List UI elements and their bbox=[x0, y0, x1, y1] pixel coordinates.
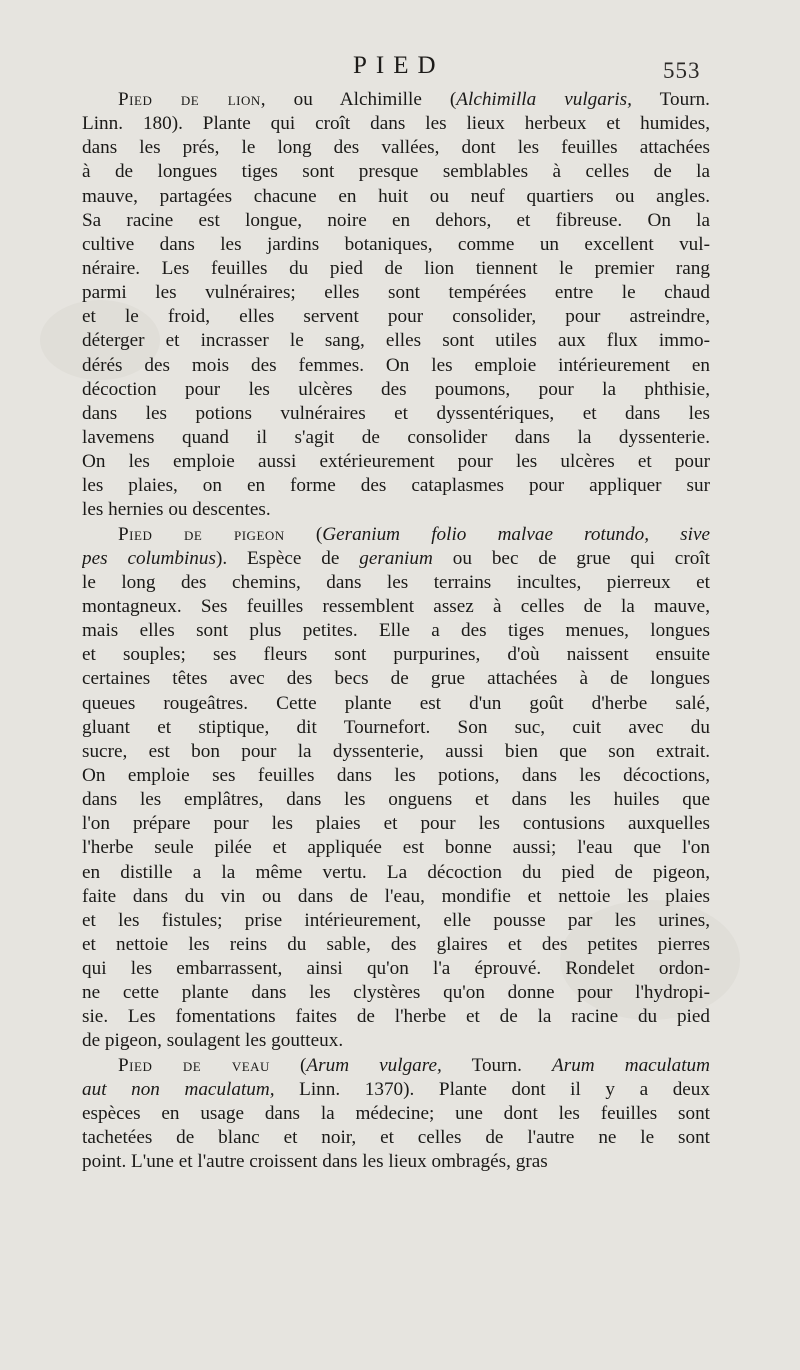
text-line bbox=[82, 160, 710, 184]
text-run: montagneux. Ses feuilles ressemblent assez à celles de la mauve, bbox=[82, 595, 710, 617]
text-run: dérés des mois des femmes. On les emploie intérieurement en bbox=[82, 354, 710, 376]
text-line bbox=[82, 498, 710, 522]
text-run: dans les potions vulnéraires et dyssentériques, et dans les bbox=[82, 402, 710, 424]
text-line bbox=[82, 1005, 710, 1029]
text-run: On emploie ses feuilles dans les potions, dans les décoctions, bbox=[82, 764, 710, 786]
text-run: gluant et stiptique, dit Tournefort. Son suc, cuit avec du bbox=[82, 716, 710, 738]
text-line bbox=[82, 716, 710, 740]
text-line bbox=[82, 112, 710, 136]
text-run: mais elles sont plus petites. Elle a des tiges menues, longues bbox=[82, 620, 710, 642]
text-run: Linn. 1370). Plante dont il y a deux bbox=[274, 1078, 710, 1100]
text-run: décoction pour les ulcères des poumons, pour la phthisie, bbox=[82, 378, 710, 400]
entry-first-line bbox=[82, 523, 710, 547]
text-line bbox=[82, 981, 710, 1005]
text-run: , ou Alchimille ( bbox=[260, 89, 457, 110]
text-run: queues rougeâtres. Cette plante est d'un goût d'herbe salé, bbox=[82, 692, 710, 714]
text-run: certaines têtes avec des becs de grue attachées à de longues bbox=[82, 668, 710, 690]
text-line bbox=[82, 281, 710, 305]
page-header bbox=[0, 52, 800, 88]
text-run: à de longues tiges sont presque semblables à celles de la bbox=[82, 161, 710, 183]
text-line bbox=[82, 305, 710, 329]
text-run: faite dans du vin ou dans de l'eau, mondifie et nettoie les plaies bbox=[82, 885, 710, 907]
text-run: néraire. Les feuilles du pied de lion tiennent le premier rang bbox=[82, 257, 710, 279]
text-run: dans les prés, le long des vallées, dont les feuilles attachées bbox=[82, 137, 710, 159]
dictionary-entry bbox=[82, 88, 710, 523]
latin-name: pes columbinus bbox=[82, 547, 216, 569]
text-run: mauve, partagées chacune en huit ou neuf quartiers ou angles. bbox=[82, 185, 710, 207]
text-run: Tourn. bbox=[631, 89, 710, 110]
text-run: cultive dans les jardins botaniques, comme un excellent vul- bbox=[82, 233, 710, 255]
latin-name: Alchimilla vulgaris, bbox=[456, 89, 632, 110]
dictionary-entry bbox=[82, 1054, 710, 1175]
text-run: et les fistules; prise intérieurement, elle pousse par les urines, bbox=[82, 909, 710, 931]
text-line bbox=[82, 136, 710, 160]
text-run: et nettoie les reins du sable, des glaires et des petites pierres bbox=[82, 933, 710, 955]
text-run: qui les embarrassent, ainsi qu'on l'a éprouvé. Rondelet ordon- bbox=[82, 958, 710, 980]
text-line bbox=[82, 692, 710, 716]
running-head: PIED bbox=[353, 52, 445, 79]
text-run: déterger et incrasser le sang, elles sont utiles aux flux immo- bbox=[82, 330, 710, 352]
text-run: en distille a la même vertu. La décoction du pied de pigeon, bbox=[82, 861, 710, 883]
text-run: ). Espèce de bbox=[215, 547, 360, 569]
latin-name: aut non maculatum, bbox=[82, 1078, 275, 1100]
text-line bbox=[82, 257, 710, 281]
page-number: 553 bbox=[663, 58, 701, 83]
text-line bbox=[82, 812, 710, 836]
text-run: dans les emplâtres, dans les onguens et dans les huiles que bbox=[82, 789, 710, 811]
text-run: et le froid, elles servent pour consolider, pour astreindre, bbox=[82, 306, 710, 328]
text-line bbox=[82, 595, 710, 619]
text-line bbox=[82, 643, 710, 667]
text-line bbox=[82, 836, 710, 860]
text-run: Tourn. bbox=[441, 1054, 553, 1076]
entry-first-line bbox=[82, 1054, 710, 1078]
latin-name: Geranium folio malvae rotundo, sive bbox=[322, 523, 710, 545]
text-run: ( bbox=[284, 523, 323, 545]
text-line bbox=[82, 233, 710, 257]
text-line bbox=[82, 1078, 710, 1102]
text-line bbox=[82, 1126, 710, 1150]
text-line bbox=[82, 1150, 710, 1174]
text-line bbox=[82, 957, 710, 981]
text-run: Sa racine est longue, noire en dehors, et fibreuse. On la bbox=[82, 209, 710, 231]
text-run: On les emploie aussi extérieurement pour les ulcères et pour bbox=[82, 451, 710, 473]
text-line bbox=[82, 426, 710, 450]
text-run: lavemens quand il s'agit de consolider dans la dyssenterie. bbox=[82, 426, 710, 448]
text-run: ou bec de grue qui croît bbox=[432, 547, 710, 569]
latin-name: geranium bbox=[359, 547, 433, 569]
text-line bbox=[82, 909, 710, 933]
text-line bbox=[82, 619, 710, 643]
entry-headword: Pied de pigeon bbox=[118, 523, 285, 545]
latin-name: Arum maculatum bbox=[552, 1054, 710, 1076]
text-line bbox=[82, 474, 710, 498]
text-line bbox=[82, 329, 710, 353]
text-run: de pigeon, soulagent les goutteux. bbox=[82, 1030, 344, 1052]
text-line bbox=[82, 788, 710, 812]
text-line bbox=[82, 402, 710, 426]
text-line bbox=[82, 740, 710, 764]
text-line bbox=[82, 185, 710, 209]
text-line bbox=[82, 667, 710, 691]
text-run: point. L'une et l'autre croissent dans les lieux ombragés, gras bbox=[82, 1151, 548, 1173]
text-line bbox=[82, 209, 710, 233]
latin-name: Arum vulgare, bbox=[306, 1054, 442, 1076]
text-line bbox=[82, 885, 710, 909]
text-run: l'herbe seule pilée et appliquée est bonne aussi; l'eau que l'on bbox=[82, 837, 710, 859]
text-line bbox=[82, 571, 710, 595]
text-run: les plaies, on en forme des cataplasmes pour appliquer sur bbox=[82, 475, 710, 497]
entry-first-line bbox=[82, 88, 710, 112]
text-run: sie. Les fomentations faites de l'herbe et de la racine du pied bbox=[82, 1006, 710, 1028]
text-run: le long des chemins, dans les terrains incultes, pierreux et bbox=[82, 571, 710, 593]
text-line bbox=[82, 933, 710, 957]
text-line bbox=[82, 1029, 710, 1053]
text-line bbox=[82, 764, 710, 788]
text-run: sucre, est bon pour la dyssenterie, aussi bien que son extrait. bbox=[82, 740, 710, 762]
text-run: parmi les vulnéraires; elles sont tempérées entre le chaud bbox=[82, 282, 710, 304]
text-run: ( bbox=[269, 1054, 307, 1076]
text-line bbox=[82, 378, 710, 402]
entry-headword: Pied de lion bbox=[118, 89, 261, 110]
text-run: l'on prépare pour les plaies et pour les contusions auxquelles bbox=[82, 813, 710, 835]
text-line bbox=[82, 547, 710, 571]
entry-headword: Pied de veau bbox=[118, 1054, 270, 1076]
dictionary-text bbox=[82, 88, 710, 1174]
text-run: espèces en usage dans la médecine; une dont les feuilles sont bbox=[82, 1102, 710, 1124]
text-run: et souples; ses fleurs sont purpurines, d'où naissent ensuite bbox=[82, 644, 710, 666]
text-run: ne cette plante dans les clystères qu'on donne pour l'hydropi- bbox=[82, 982, 710, 1004]
text-run: Linn. 180). Plante qui croît dans les lieux herbeux et humides, bbox=[82, 113, 710, 135]
text-line bbox=[82, 1102, 710, 1126]
text-line bbox=[82, 450, 710, 474]
text-run: tachetées de blanc et noir, et celles de l'autre ne le sont bbox=[82, 1127, 710, 1149]
text-run: les hernies ou descentes. bbox=[82, 499, 271, 521]
text-line bbox=[82, 861, 710, 885]
text-line bbox=[82, 354, 710, 378]
dictionary-entry bbox=[82, 523, 710, 1054]
